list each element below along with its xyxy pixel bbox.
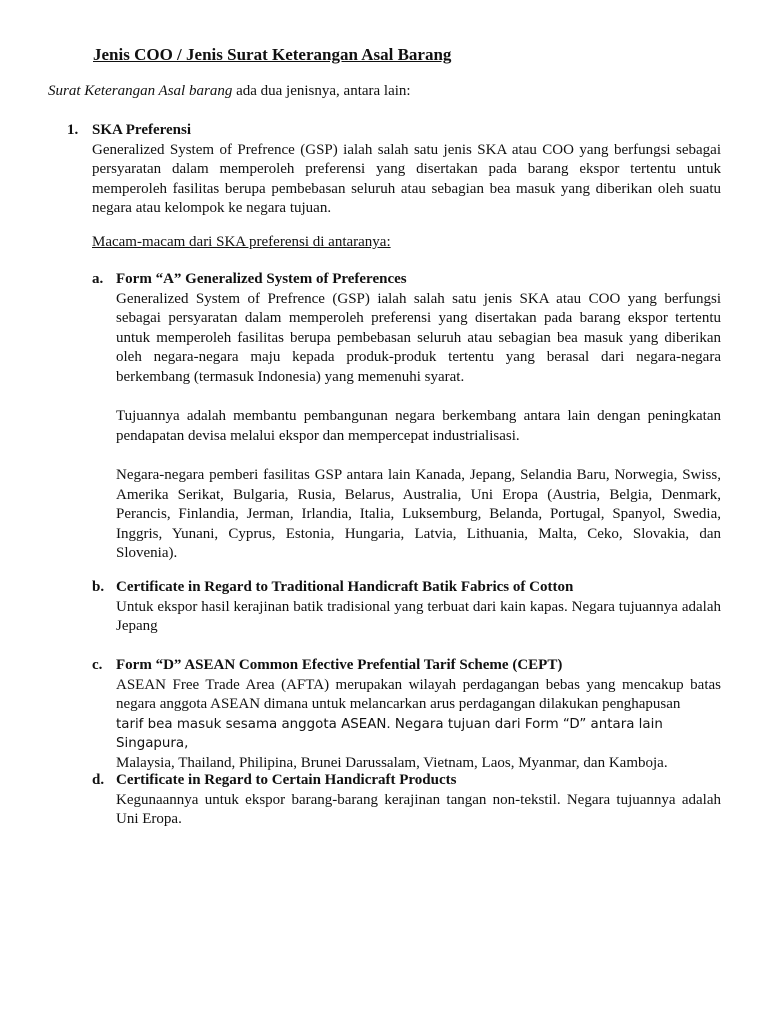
- intro-text: [48, 82, 411, 102]
- item-heading: Certificate in Regard to Certain Handicraft Products: [116, 772, 457, 788]
- item-paragraph: Tujuannya adalah membantu pembangunan negara berkembang antara lain dengan peningkatan pendapatan devisa melalui ekspor dan mempercepat industrialisasi.: [116, 408, 721, 444]
- item-handicraft-certificate: [92, 771, 721, 830]
- item-paragraph: Untuk ekspor hasil kerajinan batik tradisional yang terbuat dari kain kapas. Negara tujuannya adalah Jepang: [116, 598, 721, 635]
- item-form-d: [92, 656, 721, 774]
- section-body: Generalized System of Prefrence (GSP) ialah salah satu jenis SKA atau COO yang berfungsi sebagai persyaratan dalam memperoleh preferensi yang disertakan pada barang ekspor tertentu untuk memperoleh fasilitas berupa pembebasan seluruh atau sebagian bea masuk yang diberikan oleh suatu negara atau kelompok ke negara tujuan.: [92, 141, 721, 217]
- item-paragraph: Kegunaannya untuk ekspor barang-barang kerajinan tangan non-tekstil. Negara tujuannya adalah Uni Eropa.: [116, 791, 721, 828]
- item-heading: Form “D” ASEAN Common Efective Prefential Tarif Scheme (CEPT): [116, 657, 563, 673]
- item-paragraph: Negara-negara pemberi fasilitas GSP antara lain Kanada, Jepang, Selandia Baru, Norwegia, Swiss, Amerika Serikat, Bulgaria, Rusia, Belarus, Australia, Uni Eropa (Austria, Belgia, Denmark, Perancis, Finlandia, Jerman, Irlandia, Italia, Luksemburg, Belanda, Portugal, Spanyol, Swedia, Inggris, Yunani, Cyprus, Estonia, Hungaria, Latvia, Lithuania, Malta, Ceko, Slovakia, dan Slovenia).: [116, 466, 721, 562]
- subsection-intro: Macam-macam dari SKA preferensi di antaranya:: [92, 234, 391, 250]
- document-title: Jenis COO / Jenis Surat Keterangan Asal Barang: [93, 45, 452, 64]
- section-ska-preferensi: [67, 121, 721, 219]
- item-paragraph: ASEAN Free Trade Area (AFTA) merupakan wilayah perdagangan bebas yang mencakup batas negara anggota ASEAN dimana untuk melancarkan arus perdagangan dilakukan penghapusan: [116, 676, 721, 713]
- item-batik-certificate: [92, 578, 721, 637]
- item-letter: b.: [92, 579, 105, 595]
- item-heading: Form “A” Generalized System of Preferences: [116, 271, 407, 287]
- item-letter: d.: [92, 772, 105, 788]
- intro-rest: ada dua jenisnya, antara lain:: [232, 83, 411, 99]
- item-heading: Certificate in Regard to Traditional Handicraft Batik Fabrics of Cotton: [116, 579, 574, 595]
- item-form-a: [92, 270, 721, 564]
- section-heading: SKA Preferensi: [92, 122, 192, 138]
- item-paragraph: Generalized System of Prefrence (GSP) ialah salah satu jenis SKA atau COO yang berfungsi sebagai persyaratan dalam memperoleh preferensi yang disertakan pada barang ekspor tertentu untuk memperoleh fasilitas berupa pembebasan seluruh atau sebagian bea masuk yang diberikan oleh negara-negara maju kepada produk-produk tertentu yang berasal dari negara-negara berkembang (termasuk Indonesia) yang memenuhi syarat.: [116, 290, 721, 385]
- intro-emphasis: Surat Keterangan Asal barang: [48, 83, 233, 99]
- item-letter: c.: [92, 657, 103, 673]
- item-paragraph-sans: tarif bea masuk sesama anggota ASEAN. Negara tujuan dari Form “D” antara lain Singapura,: [116, 716, 663, 752]
- item-letter: a.: [92, 271, 104, 287]
- section-number: 1.: [67, 122, 79, 138]
- item-paragraph: Malaysia, Thailand, Philipina, Brunei Darussalam, Vietnam, Laos, Myanmar, dan Kamboja.: [116, 754, 668, 771]
